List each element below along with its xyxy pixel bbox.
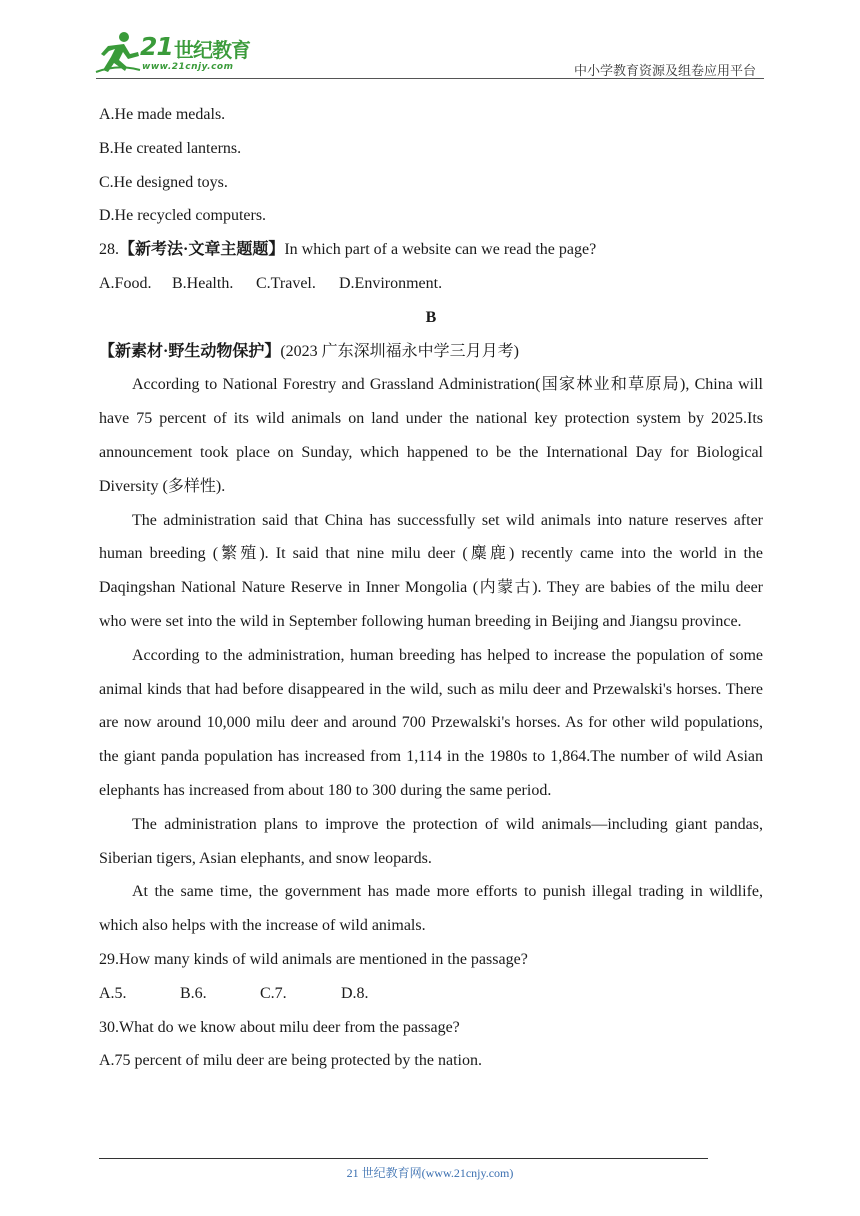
section-source: (2023 广东深圳福永中学三月月考) <box>280 342 520 360</box>
q29-options <box>99 977 763 1011</box>
q28-option-a: A.Food. <box>99 274 152 292</box>
q28-question <box>99 233 763 267</box>
q27-option-b: B.He created lanterns. <box>99 139 242 157</box>
q28-option-d: D.Environment. <box>339 274 443 292</box>
page-footer[interactable]: 21 世纪教育网(www.21cnjy.com) <box>346 1166 514 1180</box>
q28-text: In which part of a website can we read the page? <box>284 241 597 259</box>
section-heading <box>99 335 763 369</box>
logo-name: 世纪教育 <box>174 38 250 62</box>
header-divider <box>96 78 764 79</box>
q28-option-b: B.Health. <box>172 274 234 292</box>
q28-tag: 【新考法·文章主题题】 <box>119 241 285 259</box>
q27-option-c: C.He designed toys. <box>99 173 228 191</box>
q29-question: 29.How many kinds of wild animals are mentioned in the passage? <box>99 950 528 968</box>
passage-paragraph-5: At the same time, the government has made more efforts to punish illegal trading in wildlife, which also helps with the increase of wild animals. <box>99 883 763 935</box>
runner-logo-icon <box>94 30 142 74</box>
passage-paragraph-4: The administration plans to improve the protection of wild animals—including giant pandas, Siberian tigers, Asian elephants, and snow leopards. <box>99 815 763 867</box>
passage-paragraph-1: According to National Forestry and Grassland Administration(国家林业和草原局), China will have 75 percent of its wild animals on land under the national key protection system by 2025.Its announcement took place on Sunday, which happened to be the International Day for Biological Diversity (多样性). <box>99 376 763 495</box>
q27-option-d: D.He recycled computers. <box>99 207 267 225</box>
q28-options <box>99 267 763 301</box>
q29-option-d: D.8. <box>341 984 369 1002</box>
passage-paragraph-3: According to the administration, human breeding has helped to increase the population of some animal kinds that had before disappeared in the wild, such as milu deer and Przewalski's horses. There are now around 10,000 milu deer and around 700 Przewalski's horses. As for other wild populations, the giant panda population has increased from 1,114 in the 1980s to 1,864.The number of wild Asian elephants has increased from about 180 to 300 during the same period. <box>99 646 763 799</box>
passage-paragraph-2: The administration said that China has successfully set wild animals into nature reserves after human breeding (繁殖). It said that nine milu deer (麋鹿) recently came into the world in the Daqingshan National Nature Reserve in Inner Mongolia (内蒙古). They are babies of the milu deer who were set into the wild in September following human breeding in Beijing and Jiangsu province. <box>99 511 763 630</box>
q30-question: 30.What do we know about milu deer from the passage? <box>99 1018 460 1036</box>
footer-divider <box>99 1158 708 1159</box>
q27-option-a: A.He made medals. <box>99 106 226 123</box>
site-logo[interactable] <box>94 30 264 78</box>
q28-option-c: C.Travel. <box>256 274 316 292</box>
section-letter: B <box>425 308 437 326</box>
page-header <box>0 0 860 80</box>
section-tag: 【新素材·野生动物保护】 <box>99 342 281 360</box>
q29-option-b: B.6. <box>180 984 207 1002</box>
logo-number: 21 <box>140 32 173 61</box>
q30-option-a: A.75 percent of milu deer are being protected by the nation. <box>99 1052 482 1070</box>
q29-option-c: C.7. <box>260 984 287 1002</box>
platform-title: 中小学教育资源及组卷应用平台 <box>573 63 756 78</box>
logo-url: www.21cnjy.com <box>142 62 234 72</box>
q29-option-a: A.5. <box>99 984 127 1002</box>
q28-number: 28. <box>99 241 119 259</box>
document-body <box>99 98 763 1078</box>
